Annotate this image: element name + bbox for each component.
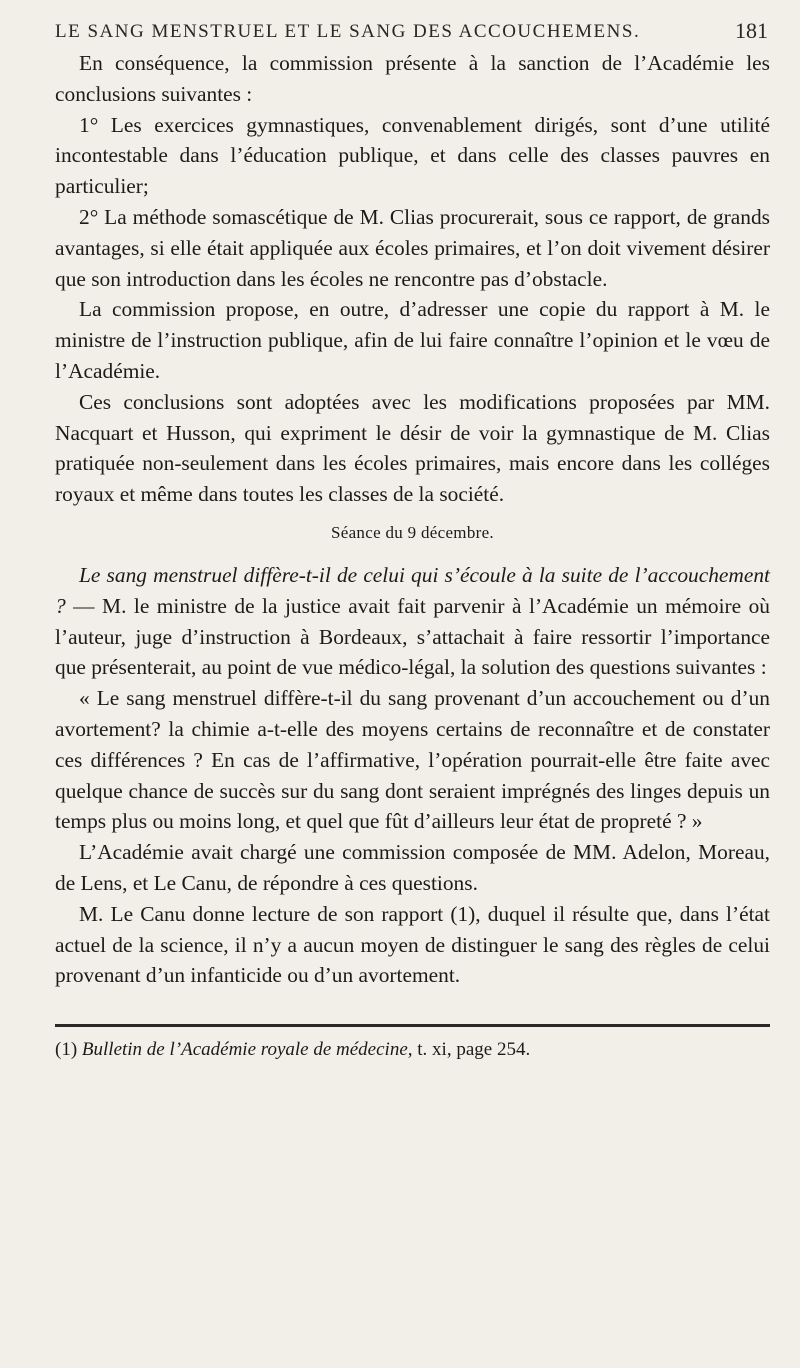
paragraph-conclusion-1: 1° Les exercices gymnastiques, convenablement dirigés, sont d’une utilité incontestable dans l’éducation publique, et dans celle des classes pauvres en particulier; [55, 112, 770, 199]
footnote [55, 1038, 770, 1062]
body-text [55, 48, 770, 991]
page-number: 181 [735, 18, 768, 43]
footnote-separator [55, 1024, 770, 1027]
paragraph-adoption: Ces conclusions sont adoptées avec les modifications proposées par MM. Nacquart et Husson, qui expriment le désir de voir la gymnastique de M. Clias pratiquée non-seulement dans les écoles primaires, mais encore dans les colléges royaux et même dans toutes les classes de la société. [55, 389, 770, 507]
paragraph-rapport: M. Le Canu donne lecture de son rapport (1), duquel il résulte que, dans l’état actuel de la science, il n’y a aucun moyen de distinguer le sang des règles de celui provenant d’un infanticide ou d’un avortement. [55, 901, 770, 988]
paragraph-section-intro [55, 560, 770, 683]
seance-heading: Séance du 9 décembre. [330, 522, 494, 542]
paragraph-commission-members: L’Académie avait chargé une commission composée de MM. Adelon, Moreau, de Lens, et Le Canu, de répondre à ces questions. [55, 840, 770, 895]
paragraph-conclusion-2: 2° La méthode somascétique de M. Clias procurerait, sous ce rapport, de grands avantages, si elle était appliquée aux écoles primaires, et l’on doit vivement désirer que son introduction dans les écoles ne rencontre pas d’obstacle. [55, 204, 770, 291]
paragraph-commission-proposal: La commission propose, en outre, d’adresser une copie du rapport à M. le ministre de l’instruction publique, afin de lui faire connaître l’opinion et le vœu de l’Académie. [55, 297, 770, 383]
footnote-source-ref: t. xi, page 254. [412, 1039, 531, 1061]
paragraph-quoted-questions: « Le sang menstruel diffère-t-il du sang provenant d’un accouchement ou d’un avortement? la chimie a-t-elle des moyens certains de reconnaître et de constater ces différences ? En cas de l’affirmative, l’opération pourrait-elle être faite avec quelque chance de succès sur du sang dont seraient imprégnés des linges depuis un temps plus ou moins long, et quel que fût d’ailleurs leur état de propreté ? » [55, 686, 770, 834]
section-title: Le sang menstruel diffère-t-il de celui qui s’écoule à la suite de l’accouchement ? [55, 562, 770, 618]
section-intro-text: — M. le ministre de la justice avait fait parvenir à l’Académie un mémoire où l’auteur, juge d’instruction à Bordeaux, s’attachait à faire ressortir l’importance que présenterait, au point de vue médico-légal, la solution des questions suivantes : [55, 593, 770, 680]
page-header [55, 18, 770, 48]
running-title: LE SANG MENSTRUEL ET LE SANG DES ACCOUCHEMENS. [55, 21, 641, 42]
footnote-source-title: Bulletin de l’Académie royale de médecine, [81, 1039, 413, 1061]
footnote-number: (1) [55, 1039, 78, 1061]
paragraph-intro: En conséquence, la commission présente à la sanction de l’Académie les conclusions suivantes : [55, 51, 770, 106]
